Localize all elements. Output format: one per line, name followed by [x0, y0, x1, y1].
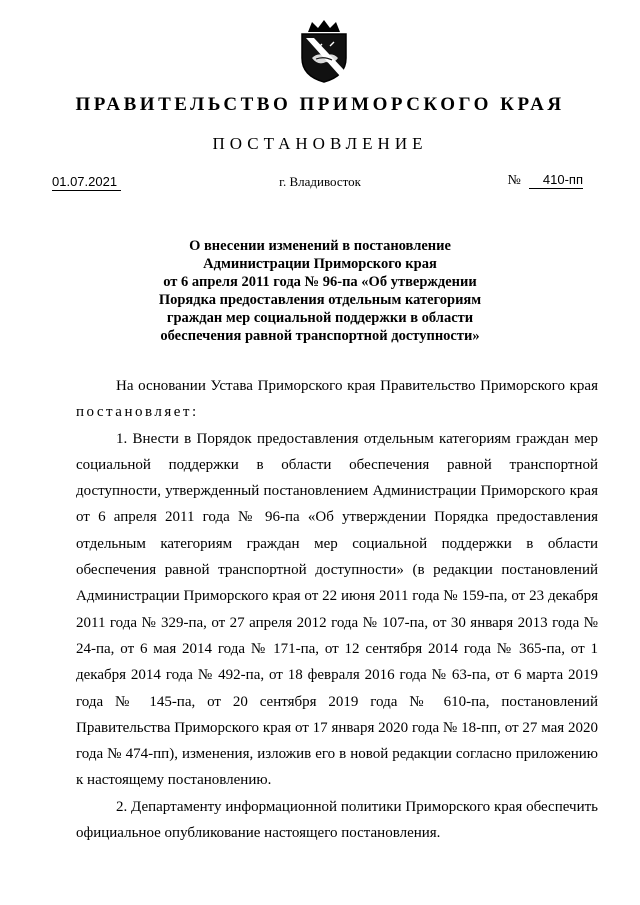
subject-line: Порядка предоставления отдельным категориям	[158, 292, 482, 308]
clause-2: 2. Департаменту информационной политики Приморского края обеспечить официальное опубликование настоящего постановления.	[76, 798, 598, 842]
number-sign: №	[507, 173, 521, 188]
preamble-colon: :	[191, 404, 197, 421]
preamble-paragraph	[76, 373, 598, 426]
subject-line: Администрации Приморского края	[203, 256, 437, 272]
organization-title: ПРАВИТЕЛЬСТВО ПРИМОРСКОГО КРАЯ	[75, 94, 565, 115]
preamble-text: На основании Устава Приморского края Правительство Приморского края	[116, 378, 598, 394]
document-date: 01.07.2021	[52, 174, 121, 191]
clause-1: 1. Внести в Порядок предоставления отдельным категориям граждан мер социальной поддержки в области обеспечения равной транспортной доступности, утвержденный постановлением Администрации Приморского края от 6 апреля 2011 года № 96-па «Об утверждении Порядка предоставления отдельным категориям граждан мер социальной поддержки в области обеспечения равной транспортной доступности» (в редакции постановлений Администрации Приморского края от 22 июня 2011 года № 159-па, от 23 декабря 2011 года № 329-па, от 27 апреля 2012 года № 107-па, от 30 января 2013 года № 24-па, от 6 мая 2014 года № 171-па, от 12 сентября 2014 года № 365-па, от 1 декабря 2014 года № 492-па, от 18 февраля 2016 года № 63-па, от 6 марта 2019 года № 145-па, от 20 сентября 2019 года № 610-па, постановлений Правительства Приморского края от 17 января 2020 года № 18-пп, от 27 мая 2020 года № 474-пп), изменения, изложив его в новой редакции согласно приложению к настоящему постановлению.	[76, 430, 598, 789]
document-city: г. Владивосток	[279, 174, 361, 189]
subject-line: граждан мер социальной поддержки в области	[166, 310, 474, 326]
document-number: 410-пп	[529, 172, 583, 189]
coat-of-arms-icon	[296, 18, 352, 84]
subject-line: О внесении изменений в постановление	[189, 238, 451, 254]
subject-line: обеспечения равной транспортной доступности»	[160, 328, 480, 344]
subject-line: от 6 апреля 2011 года № 96-па «Об утверждении	[163, 274, 477, 290]
document-subject	[0, 237, 640, 345]
document-number-block	[508, 172, 583, 190]
document-type: ПОСТАНОВЛЕНИЕ	[212, 134, 428, 153]
document-body	[76, 373, 598, 846]
resolves-word: постановляет	[76, 404, 192, 421]
